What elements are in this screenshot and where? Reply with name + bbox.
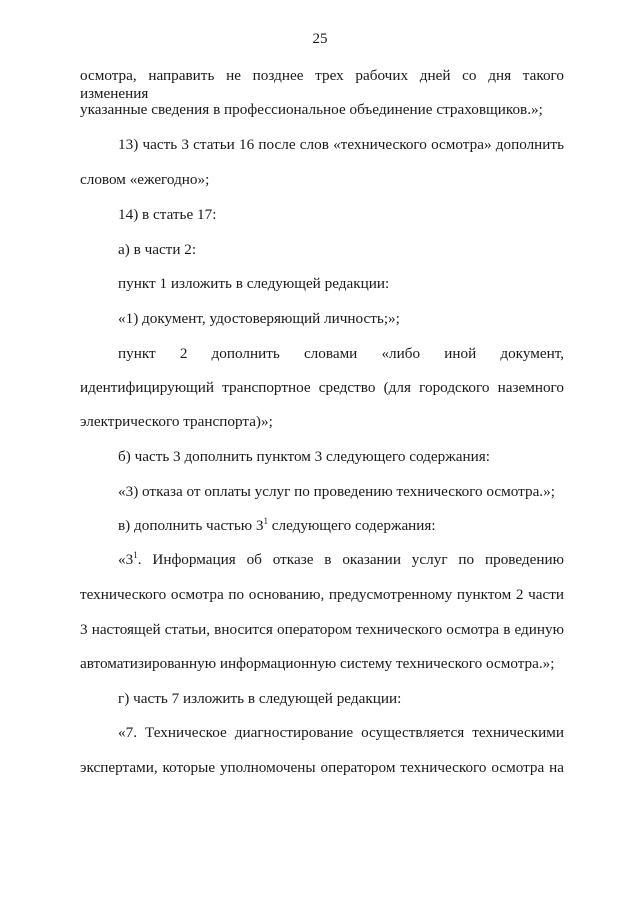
- text-line: идентифицирующий транспортное средство (для городского наземного: [80, 379, 564, 396]
- superscript: 1: [133, 550, 138, 560]
- text-line: [118, 517, 564, 535]
- text-line: а) в части 2:: [118, 241, 197, 258]
- text-line: указанные сведения в профессиональное объединение страховщиков.»;: [80, 101, 543, 118]
- text-line: электрического транспорта)»;: [80, 413, 273, 430]
- text-fragment: в) дополнить частью 3: [118, 517, 264, 534]
- superscript: 1: [263, 516, 268, 526]
- page-number: 25: [312, 31, 328, 47]
- text-line: [118, 551, 564, 569]
- text-line: «3) отказа от оплаты услуг по проведению технического осмотра.»;: [118, 483, 555, 500]
- text-line: г) часть 7 изложить в следующей редакции:: [118, 690, 402, 707]
- text-line: экспертами, которые уполномочены оператором технического осмотра на: [80, 759, 564, 776]
- text-line: словом «ежегодно»;: [80, 171, 210, 188]
- text-fragment: «3: [118, 551, 134, 568]
- text-fragment: следующего содержания:: [267, 517, 436, 534]
- text-line: пункт 2 дополнить словами «либо иной документ,: [118, 345, 564, 362]
- text-line: 13) часть 3 статьи 16 после слов «технического осмотра» дополнить: [118, 136, 564, 153]
- text-line: «1) документ, удостоверяющий личность;»;: [118, 310, 400, 327]
- text-line: автоматизированную информационную систему технического осмотра.»;: [80, 655, 555, 672]
- text-line: б) часть 3 дополнить пунктом 3 следующего содержания:: [118, 448, 490, 465]
- text-line: пункт 1 изложить в следующей редакции:: [118, 275, 390, 292]
- text-line: «7. Техническое диагностирование осуществляется техническими: [118, 724, 564, 741]
- text-line: 14) в статье 17:: [118, 206, 217, 223]
- text-line: технического осмотра по основанию, предусмотренному пунктом 2 части: [80, 586, 564, 603]
- text-line: осмотра, направить не позднее трех рабочих дней со дня такого изменения: [80, 67, 564, 102]
- text-line: 3 настоящей статьи, вносится оператором технического осмотра в единую: [80, 621, 564, 638]
- text-fragment: . Информация об отказе в оказании услуг по проведению: [137, 551, 564, 568]
